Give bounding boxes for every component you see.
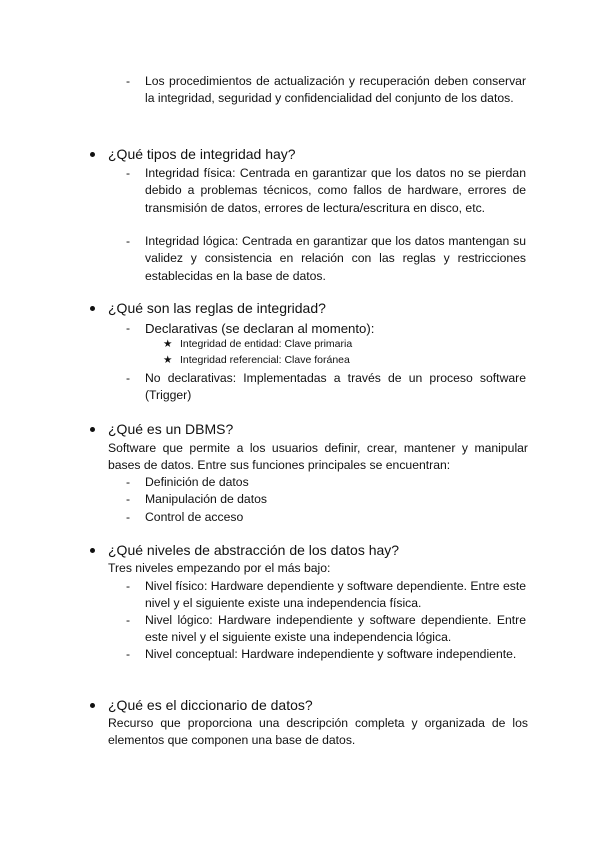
section-heading: ¿Qué niveles de abstracción de los datos hay? — [108, 542, 400, 558]
bullet-icon — [90, 427, 95, 432]
bullet-icon — [90, 152, 95, 157]
dash-marker: - — [126, 166, 131, 180]
section-text: Software que permite a los usuarios definir, crear, mantener y manipular bases de datos. Entre sus funciones principales se encuentran: — [108, 441, 528, 473]
section-heading: ¿Qué es un DBMS? — [108, 421, 234, 437]
star-icon: ★ — [163, 354, 173, 366]
dash-marker: - — [126, 234, 131, 248]
section-text: Tres niveles empezando por el más bajo: — [108, 561, 331, 575]
list-item-text: Nivel físico: Hardware dependiente y software dependiente. Entre este nivel y el siguiente existe una independencia física. — [145, 579, 526, 611]
sub-list-item-text: Integridad de entidad: Clave primaria — [180, 338, 353, 350]
sub-list-item-text: Integridad referencial: Clave foránea — [180, 354, 350, 366]
list-item-text: Integridad física: Centrada en garantizar que los datos no se pierdan debido a problemas técnicos, como fallos de hardware, errores de transmisión de datos, errores de lectura/escritura en disco, etc. — [145, 166, 526, 215]
dash-marker: - — [126, 613, 131, 627]
bullet-icon — [90, 306, 95, 311]
intro-text: Los procedimientos de actualización y recuperación deben conservar la integridad, seguridad y confidencialidad del conjunto de los datos. — [145, 74, 526, 106]
list-item-text: Control de acceso — [145, 510, 244, 524]
section-heading: ¿Qué son las reglas de integridad? — [108, 300, 326, 316]
list-item-text: Nivel conceptual: Hardware independiente y software independiente. — [145, 647, 517, 661]
star-icon: ★ — [163, 338, 173, 350]
bullet-icon — [90, 548, 95, 553]
dash-marker: - — [126, 321, 131, 335]
bullet-icon — [90, 703, 95, 708]
list-item-text: Declarativas (se declaran al momento): — [145, 321, 375, 336]
dash-marker: - — [126, 510, 131, 524]
section-heading: ¿Qué es el diccionario de datos? — [108, 697, 313, 713]
list-item-text: Definición de datos — [145, 475, 249, 489]
section-heading: ¿Qué tipos de integridad hay? — [108, 146, 296, 162]
dash-marker: - — [126, 492, 131, 506]
section-text: Recurso que proporciona una descripción completa y organizada de los elementos que componen una base de datos. — [108, 716, 528, 748]
list-item-text: No declarativas: Implementadas a través de un proceso software (Trigger) — [145, 371, 526, 403]
list-item-text: Integridad lógica: Centrada en garantizar que los datos mantengan su validez y consistencia en relación con las reglas y restricciones establecidas en la base de datos. — [145, 234, 526, 283]
dash-marker: - — [126, 371, 131, 385]
dash-marker: - — [126, 579, 131, 593]
dash-marker: - — [126, 647, 131, 661]
sub-list-item — [163, 352, 350, 368]
list-item-text: Manipulación de datos — [145, 492, 267, 506]
sub-list-item — [163, 336, 352, 352]
dash-marker: - — [126, 475, 131, 489]
dash-marker: - — [126, 74, 131, 88]
list-item-text: Nivel lógico: Hardware independiente y software dependiente. Entre este nivel y el siguiente existe una independencia lógica. — [145, 613, 526, 645]
